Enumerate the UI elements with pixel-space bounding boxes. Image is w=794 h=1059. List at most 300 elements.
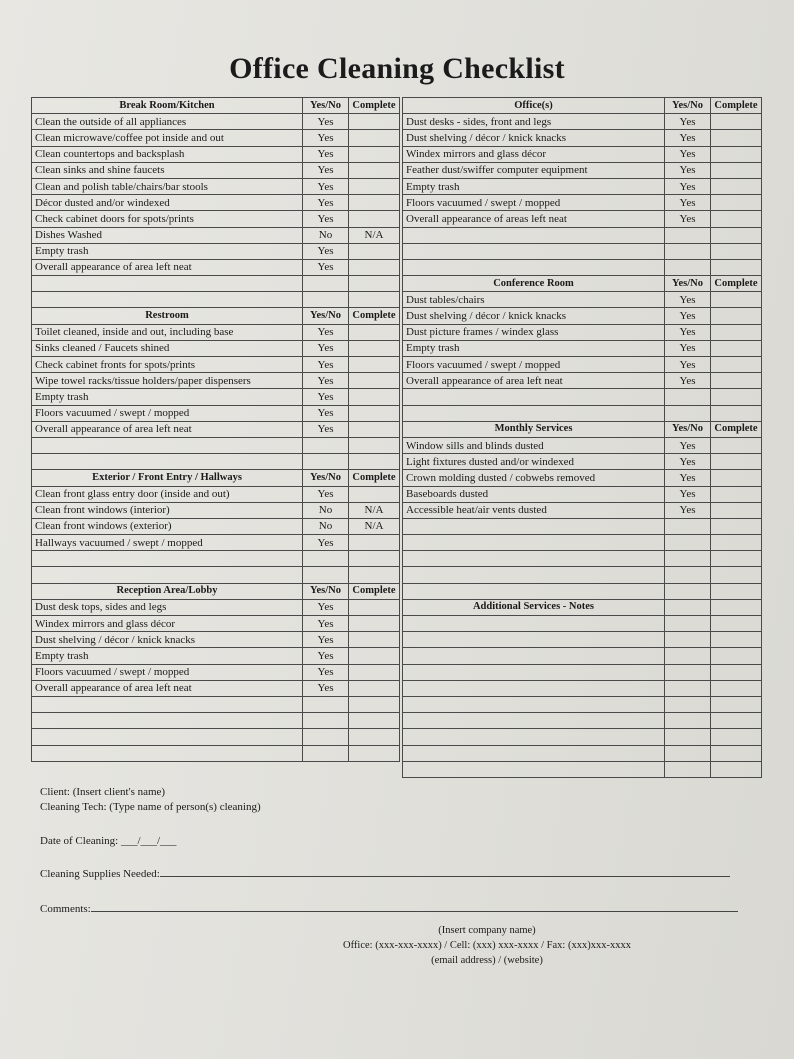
checklist-row xyxy=(32,259,400,275)
complete-cell[interactable] xyxy=(711,486,762,502)
complete-cell[interactable] xyxy=(349,405,400,421)
notes-yes-no-cell[interactable] xyxy=(665,745,711,761)
section-header-row xyxy=(32,308,400,324)
blank-complete-cell[interactable] xyxy=(349,454,400,470)
complete-cell[interactable] xyxy=(711,470,762,486)
blank-complete-cell[interactable] xyxy=(711,227,762,243)
complete-cell[interactable] xyxy=(349,535,400,551)
yes-no-cell[interactable]: Yes xyxy=(665,470,711,486)
blank-complete-cell[interactable] xyxy=(711,535,762,551)
comments-line xyxy=(91,901,738,912)
yes-no-column-header: Yes/No xyxy=(303,470,349,486)
blank-complete-cell[interactable] xyxy=(711,259,762,275)
task-cell: Clean front windows (interior) xyxy=(32,502,303,518)
notes-yes-no-cell[interactable] xyxy=(665,680,711,696)
checklist-row xyxy=(403,130,762,146)
blank-yes-no-cell[interactable] xyxy=(665,518,711,534)
checklist-row xyxy=(32,535,400,551)
complete-cell[interactable] xyxy=(711,324,762,340)
complete-cell[interactable] xyxy=(349,664,400,680)
yes-no-cell[interactable]: Yes xyxy=(303,664,349,680)
task-cell: Clean front windows (exterior) xyxy=(32,518,303,534)
yes-no-cell[interactable]: Yes xyxy=(303,373,349,389)
blank-yes-no-cell[interactable] xyxy=(303,729,349,745)
blank-yes-no-cell[interactable] xyxy=(303,567,349,583)
yes-no-cell[interactable]: Yes xyxy=(665,114,711,130)
blank-row xyxy=(403,567,762,583)
complete-cell[interactable] xyxy=(711,178,762,194)
blank-complete-cell[interactable] xyxy=(711,389,762,405)
yes-no-column-header: Yes/No xyxy=(303,308,349,324)
section-header-row xyxy=(32,470,400,486)
notes-cell[interactable] xyxy=(403,745,665,761)
blank-yes-no-cell[interactable] xyxy=(665,405,711,421)
notes-yes-no-cell[interactable] xyxy=(665,616,711,632)
notes-row xyxy=(403,713,762,729)
yes-no-cell[interactable]: Yes xyxy=(665,357,711,373)
blank-complete-cell[interactable] xyxy=(711,567,762,583)
complete-cell[interactable] xyxy=(349,648,400,664)
blank-yes-no-cell[interactable] xyxy=(303,437,349,453)
notes-row xyxy=(403,761,762,777)
blank-complete-cell[interactable] xyxy=(349,713,400,729)
task-cell: Dust tables/chairs xyxy=(403,292,665,308)
blank-task-cell[interactable] xyxy=(403,583,665,599)
blank-task-cell[interactable] xyxy=(32,713,303,729)
checklist-row xyxy=(32,162,400,178)
complete-cell[interactable] xyxy=(711,437,762,453)
blank-row xyxy=(403,243,762,259)
blank-row xyxy=(403,518,762,534)
notes-yes-no-cell[interactable] xyxy=(665,761,711,777)
notes-row xyxy=(403,745,762,761)
task-cell: Dust shelving / décor / knick knacks xyxy=(403,308,665,324)
notes-yes-no-cell[interactable] xyxy=(665,696,711,712)
company-contact: Office: (xxx-xxx-xxxx) / Cell: (xxx) xxx-xxxx / Fax: (xxx)xxx-xxxx xyxy=(343,940,631,951)
blank-task-cell[interactable] xyxy=(403,535,665,551)
complete-cell[interactable] xyxy=(349,130,400,146)
yes-no-column-header: Yes/No xyxy=(303,98,349,114)
checklist-row xyxy=(32,373,400,389)
task-cell: Accessible heat/air vents dusted xyxy=(403,502,665,518)
blank-yes-no-cell[interactable] xyxy=(303,276,349,292)
task-cell: Dust desk tops, sides and legs xyxy=(32,599,303,615)
notes-complete-cell[interactable] xyxy=(711,729,762,745)
task-cell: Empty trash xyxy=(32,389,303,405)
blank-complete-cell[interactable] xyxy=(711,551,762,567)
checklist-row xyxy=(32,195,400,211)
complete-cell[interactable] xyxy=(349,616,400,632)
task-cell: Dishes Washed xyxy=(32,227,303,243)
checklist-row xyxy=(403,437,762,453)
notes-cell[interactable] xyxy=(403,616,665,632)
blank-row xyxy=(32,729,400,745)
yes-no-cell[interactable]: Yes xyxy=(303,259,349,275)
complete-cell[interactable] xyxy=(349,195,400,211)
blank-task-cell[interactable] xyxy=(403,243,665,259)
blank-complete-cell[interactable] xyxy=(349,276,400,292)
blank-task-cell[interactable] xyxy=(32,745,303,761)
yes-no-cell[interactable]: Yes xyxy=(303,178,349,194)
blank-yes-no-cell[interactable] xyxy=(665,389,711,405)
complete-column-header: Complete xyxy=(349,98,400,114)
cleaning-tech-line: Cleaning Tech: (Type name of person(s) cleaning) xyxy=(40,801,261,813)
supplies-needed-line xyxy=(160,866,730,877)
notes-cell[interactable] xyxy=(403,680,665,696)
blank-yes-no-cell[interactable] xyxy=(303,696,349,712)
complete-column-header: Complete xyxy=(711,276,762,292)
blank-row xyxy=(32,713,400,729)
yes-no-cell[interactable]: Yes xyxy=(303,114,349,130)
task-cell: Overall appearance of area left neat xyxy=(32,259,303,275)
checklist-row xyxy=(32,648,400,664)
blank-task-cell[interactable] xyxy=(403,567,665,583)
blank-row xyxy=(32,567,400,583)
checklist-row xyxy=(403,211,762,227)
yes-no-column-header: Yes/No xyxy=(665,421,711,437)
task-cell: Dust shelving / décor / knick knacks xyxy=(32,632,303,648)
blank-task-cell[interactable] xyxy=(32,437,303,453)
checklist-row xyxy=(403,195,762,211)
section-header-row xyxy=(32,98,400,114)
checklist-row xyxy=(403,454,762,470)
yes-no-cell[interactable]: Yes xyxy=(303,648,349,664)
task-cell: Feather dust/swiffer computer equipment xyxy=(403,162,665,178)
section-header: Restroom xyxy=(32,308,303,324)
notes-yes-no-cell[interactable] xyxy=(665,729,711,745)
task-cell: Windex mirrors and glass décor xyxy=(32,616,303,632)
yes-no-cell[interactable]: Yes xyxy=(303,535,349,551)
task-cell: Floors vacuumed / swept / mopped xyxy=(32,405,303,421)
complete-cell[interactable] xyxy=(349,324,400,340)
notes-yes-no-cell[interactable] xyxy=(665,664,711,680)
section-header-row xyxy=(403,276,762,292)
blank-task-cell[interactable] xyxy=(403,405,665,421)
checklist-row xyxy=(32,130,400,146)
notes-cell[interactable] xyxy=(403,664,665,680)
yes-no-cell[interactable]: No xyxy=(303,227,349,243)
task-cell: Overall appearance of area left neat xyxy=(32,421,303,437)
blank-complete-cell[interactable] xyxy=(349,551,400,567)
task-cell: Sinks cleaned / Faucets shined xyxy=(32,340,303,356)
section-header: Monthly Services xyxy=(403,421,665,437)
blank-yes-no-cell[interactable] xyxy=(665,227,711,243)
blank-task-cell[interactable] xyxy=(403,518,665,534)
complete-cell[interactable] xyxy=(711,357,762,373)
blank-task-cell[interactable] xyxy=(32,696,303,712)
yes-no-cell[interactable]: Yes xyxy=(303,389,349,405)
yes-no-cell[interactable]: Yes xyxy=(303,211,349,227)
complete-cell[interactable] xyxy=(349,243,400,259)
blank-yes-no-cell[interactable] xyxy=(665,243,711,259)
yes-no-cell[interactable]: Yes xyxy=(665,437,711,453)
task-cell: Clean front glass entry door (inside and out) xyxy=(32,486,303,502)
yes-no-cell[interactable]: Yes xyxy=(665,211,711,227)
additional-blank-cell xyxy=(711,599,762,615)
blank-yes-no-cell[interactable] xyxy=(665,535,711,551)
complete-cell[interactable] xyxy=(711,114,762,130)
yes-no-cell[interactable]: Yes xyxy=(303,616,349,632)
blank-row xyxy=(403,227,762,243)
yes-no-cell[interactable]: Yes xyxy=(303,324,349,340)
complete-cell[interactable] xyxy=(349,340,400,356)
notes-cell[interactable] xyxy=(403,648,665,664)
section-header: Exterior / Front Entry / Hallways xyxy=(32,470,303,486)
complete-cell[interactable] xyxy=(711,373,762,389)
complete-cell[interactable] xyxy=(349,632,400,648)
yes-no-column-header: Yes/No xyxy=(303,583,349,599)
section-header: Reception Area/Lobby xyxy=(32,583,303,599)
yes-no-column-header: Yes/No xyxy=(665,276,711,292)
yes-no-cell[interactable]: Yes xyxy=(665,454,711,470)
notes-complete-cell[interactable] xyxy=(711,761,762,777)
checklist-row xyxy=(403,114,762,130)
complete-cell[interactable] xyxy=(349,357,400,373)
notes-row xyxy=(403,696,762,712)
comments-label: Comments: xyxy=(40,903,91,915)
blank-complete-cell[interactable] xyxy=(711,518,762,534)
blank-complete-cell[interactable] xyxy=(711,405,762,421)
complete-cell[interactable] xyxy=(349,680,400,696)
notes-complete-cell[interactable] xyxy=(711,680,762,696)
notes-row xyxy=(403,648,762,664)
yes-no-cell[interactable]: Yes xyxy=(665,502,711,518)
complete-cell[interactable] xyxy=(349,259,400,275)
complete-cell[interactable]: N/A xyxy=(349,518,400,534)
complete-cell[interactable] xyxy=(711,162,762,178)
task-cell: Décor dusted and/or windexed xyxy=(32,195,303,211)
blank-complete-cell[interactable] xyxy=(349,696,400,712)
complete-cell[interactable] xyxy=(349,114,400,130)
blank-yes-no-cell[interactable] xyxy=(303,454,349,470)
complete-cell[interactable] xyxy=(711,146,762,162)
complete-cell[interactable] xyxy=(349,162,400,178)
task-cell: Dust picture frames / windex glass xyxy=(403,324,665,340)
task-cell: Dust desks - sides, front and legs xyxy=(403,114,665,130)
yes-no-cell[interactable]: Yes xyxy=(303,405,349,421)
yes-no-cell[interactable]: Yes xyxy=(303,632,349,648)
notes-complete-cell[interactable] xyxy=(711,696,762,712)
checklist-row xyxy=(32,486,400,502)
blank-task-cell[interactable] xyxy=(32,276,303,292)
complete-cell[interactable] xyxy=(711,454,762,470)
blank-row xyxy=(403,551,762,567)
notes-cell[interactable] xyxy=(403,729,665,745)
additional-services-header: Additional Services - Notes xyxy=(403,599,665,615)
blank-row xyxy=(32,454,400,470)
complete-cell[interactable] xyxy=(711,308,762,324)
yes-no-cell[interactable]: Yes xyxy=(303,680,349,696)
yes-no-cell[interactable]: Yes xyxy=(665,146,711,162)
blank-row xyxy=(32,745,400,761)
notes-cell[interactable] xyxy=(403,713,665,729)
blank-row xyxy=(403,583,762,599)
checklist-row xyxy=(403,486,762,502)
complete-cell[interactable] xyxy=(711,292,762,308)
checklist-row xyxy=(32,211,400,227)
notes-row xyxy=(403,664,762,680)
complete-column-header: Complete xyxy=(711,421,762,437)
yes-no-cell[interactable]: Yes xyxy=(665,178,711,194)
complete-cell[interactable] xyxy=(711,130,762,146)
yes-no-cell[interactable]: Yes xyxy=(303,195,349,211)
complete-cell[interactable] xyxy=(349,599,400,615)
yes-no-cell[interactable]: Yes xyxy=(303,421,349,437)
yes-no-cell[interactable]: Yes xyxy=(665,130,711,146)
complete-cell[interactable] xyxy=(711,195,762,211)
task-cell: Overall appearance of area left neat xyxy=(403,373,665,389)
notes-complete-cell[interactable] xyxy=(711,745,762,761)
complete-cell[interactable]: N/A xyxy=(349,502,400,518)
comments-field[interactable] xyxy=(40,901,738,915)
complete-cell[interactable] xyxy=(349,373,400,389)
complete-cell[interactable] xyxy=(349,146,400,162)
checklist-row xyxy=(403,502,762,518)
blank-task-cell[interactable] xyxy=(32,292,303,308)
blank-task-cell[interactable] xyxy=(32,454,303,470)
complete-cell[interactable] xyxy=(349,178,400,194)
blank-task-cell[interactable] xyxy=(403,227,665,243)
notes-complete-cell[interactable] xyxy=(711,616,762,632)
yes-no-cell[interactable]: Yes xyxy=(665,292,711,308)
task-cell: Check cabinet doors for spots/prints xyxy=(32,211,303,227)
yes-no-cell[interactable]: Yes xyxy=(303,357,349,373)
task-cell: Window sills and blinds dusted xyxy=(403,437,665,453)
notes-row xyxy=(403,729,762,745)
yes-no-cell[interactable]: Yes xyxy=(665,195,711,211)
checklist-row xyxy=(403,470,762,486)
task-cell: Overall appearance of areas left neat xyxy=(403,211,665,227)
notes-complete-cell[interactable] xyxy=(711,632,762,648)
yes-no-cell[interactable]: Yes xyxy=(303,599,349,615)
notes-complete-cell[interactable] xyxy=(711,713,762,729)
blank-row xyxy=(32,276,400,292)
yes-no-cell[interactable]: Yes xyxy=(303,146,349,162)
left-checklist-table xyxy=(31,97,400,762)
page-title: Office Cleaning Checklist xyxy=(229,52,565,85)
complete-cell[interactable] xyxy=(711,211,762,227)
task-cell: Clean the outside of all appliances xyxy=(32,114,303,130)
company-name: (Insert company name) xyxy=(438,925,536,936)
notes-cell[interactable] xyxy=(403,632,665,648)
yes-no-cell[interactable]: No xyxy=(303,502,349,518)
notes-cell[interactable] xyxy=(403,761,665,777)
right-checklist-table xyxy=(402,97,762,778)
blank-row xyxy=(32,437,400,453)
blank-yes-no-cell[interactable] xyxy=(665,551,711,567)
yes-no-cell[interactable]: Yes xyxy=(665,373,711,389)
blank-complete-cell[interactable] xyxy=(349,567,400,583)
checklist-row xyxy=(32,421,400,437)
yes-no-cell[interactable]: No xyxy=(303,518,349,534)
blank-yes-no-cell[interactable] xyxy=(303,713,349,729)
yes-no-cell[interactable]: Yes xyxy=(303,340,349,356)
section-header-row xyxy=(403,421,762,437)
checklist-row xyxy=(403,178,762,194)
yes-no-cell[interactable]: Yes xyxy=(303,162,349,178)
section-header: Break Room/Kitchen xyxy=(32,98,303,114)
checklist-row xyxy=(403,340,762,356)
blank-complete-cell[interactable] xyxy=(711,243,762,259)
complete-cell[interactable] xyxy=(711,340,762,356)
task-cell: Clean and polish table/chairs/bar stools xyxy=(32,178,303,194)
notes-cell[interactable] xyxy=(403,696,665,712)
checklist-row xyxy=(32,502,400,518)
complete-cell[interactable] xyxy=(349,389,400,405)
blank-yes-no-cell[interactable] xyxy=(303,551,349,567)
blank-task-cell[interactable] xyxy=(32,567,303,583)
notes-row xyxy=(403,680,762,696)
notes-yes-no-cell[interactable] xyxy=(665,632,711,648)
blank-task-cell[interactable] xyxy=(403,259,665,275)
blank-task-cell[interactable] xyxy=(32,729,303,745)
complete-cell[interactable] xyxy=(349,486,400,502)
task-cell: Check cabinet fronts for spots/prints xyxy=(32,357,303,373)
blank-complete-cell[interactable] xyxy=(349,729,400,745)
blank-task-cell[interactable] xyxy=(32,551,303,567)
blank-task-cell[interactable] xyxy=(403,551,665,567)
notes-complete-cell[interactable] xyxy=(711,648,762,664)
blank-yes-no-cell[interactable] xyxy=(665,259,711,275)
blank-complete-cell[interactable] xyxy=(349,292,400,308)
blank-row xyxy=(403,389,762,405)
task-cell: Dust shelving / décor / knick knacks xyxy=(403,130,665,146)
yes-no-cell[interactable]: Yes xyxy=(665,162,711,178)
supplies-needed-field[interactable] xyxy=(40,866,730,880)
task-cell: Baseboards dusted xyxy=(403,486,665,502)
complete-column-header: Complete xyxy=(349,308,400,324)
section-header-row xyxy=(403,98,762,114)
blank-complete-cell[interactable] xyxy=(349,437,400,453)
task-cell: Floors vacuumed / swept / mopped xyxy=(32,664,303,680)
blank-complete-cell[interactable] xyxy=(349,745,400,761)
checklist-row xyxy=(403,324,762,340)
yes-no-cell[interactable]: Yes xyxy=(665,340,711,356)
checklist-row xyxy=(32,178,400,194)
notes-row xyxy=(403,632,762,648)
checklist-row xyxy=(32,389,400,405)
task-cell: Floors vacuumed / swept / mopped xyxy=(403,195,665,211)
yes-no-cell[interactable]: Yes xyxy=(665,486,711,502)
complete-cell[interactable] xyxy=(349,211,400,227)
yes-no-cell[interactable]: Yes xyxy=(303,130,349,146)
blank-yes-no-cell[interactable] xyxy=(303,745,349,761)
blank-yes-no-cell[interactable] xyxy=(303,292,349,308)
complete-cell[interactable] xyxy=(711,502,762,518)
blank-complete-cell[interactable] xyxy=(711,583,762,599)
notes-yes-no-cell[interactable] xyxy=(665,648,711,664)
task-cell: Light fixtures dusted and/or windexed xyxy=(403,454,665,470)
complete-cell[interactable]: N/A xyxy=(349,227,400,243)
blank-row xyxy=(403,535,762,551)
blank-yes-no-cell[interactable] xyxy=(665,567,711,583)
notes-complete-cell[interactable] xyxy=(711,664,762,680)
complete-cell[interactable] xyxy=(349,421,400,437)
date-of-cleaning: Date of Cleaning: ___/___/___ xyxy=(40,835,177,847)
notes-yes-no-cell[interactable] xyxy=(665,713,711,729)
yes-no-cell[interactable]: Yes xyxy=(665,308,711,324)
blank-yes-no-cell[interactable] xyxy=(665,583,711,599)
checklist-row xyxy=(32,243,400,259)
company-email-website: (email address) / (website) xyxy=(431,955,543,966)
task-cell: Empty trash xyxy=(403,178,665,194)
task-cell: Empty trash xyxy=(32,648,303,664)
yes-no-cell[interactable]: Yes xyxy=(665,324,711,340)
yes-no-cell[interactable]: Yes xyxy=(303,486,349,502)
task-cell: Clean countertops and backsplash xyxy=(32,146,303,162)
blank-task-cell[interactable] xyxy=(403,389,665,405)
yes-no-cell[interactable]: Yes xyxy=(303,243,349,259)
